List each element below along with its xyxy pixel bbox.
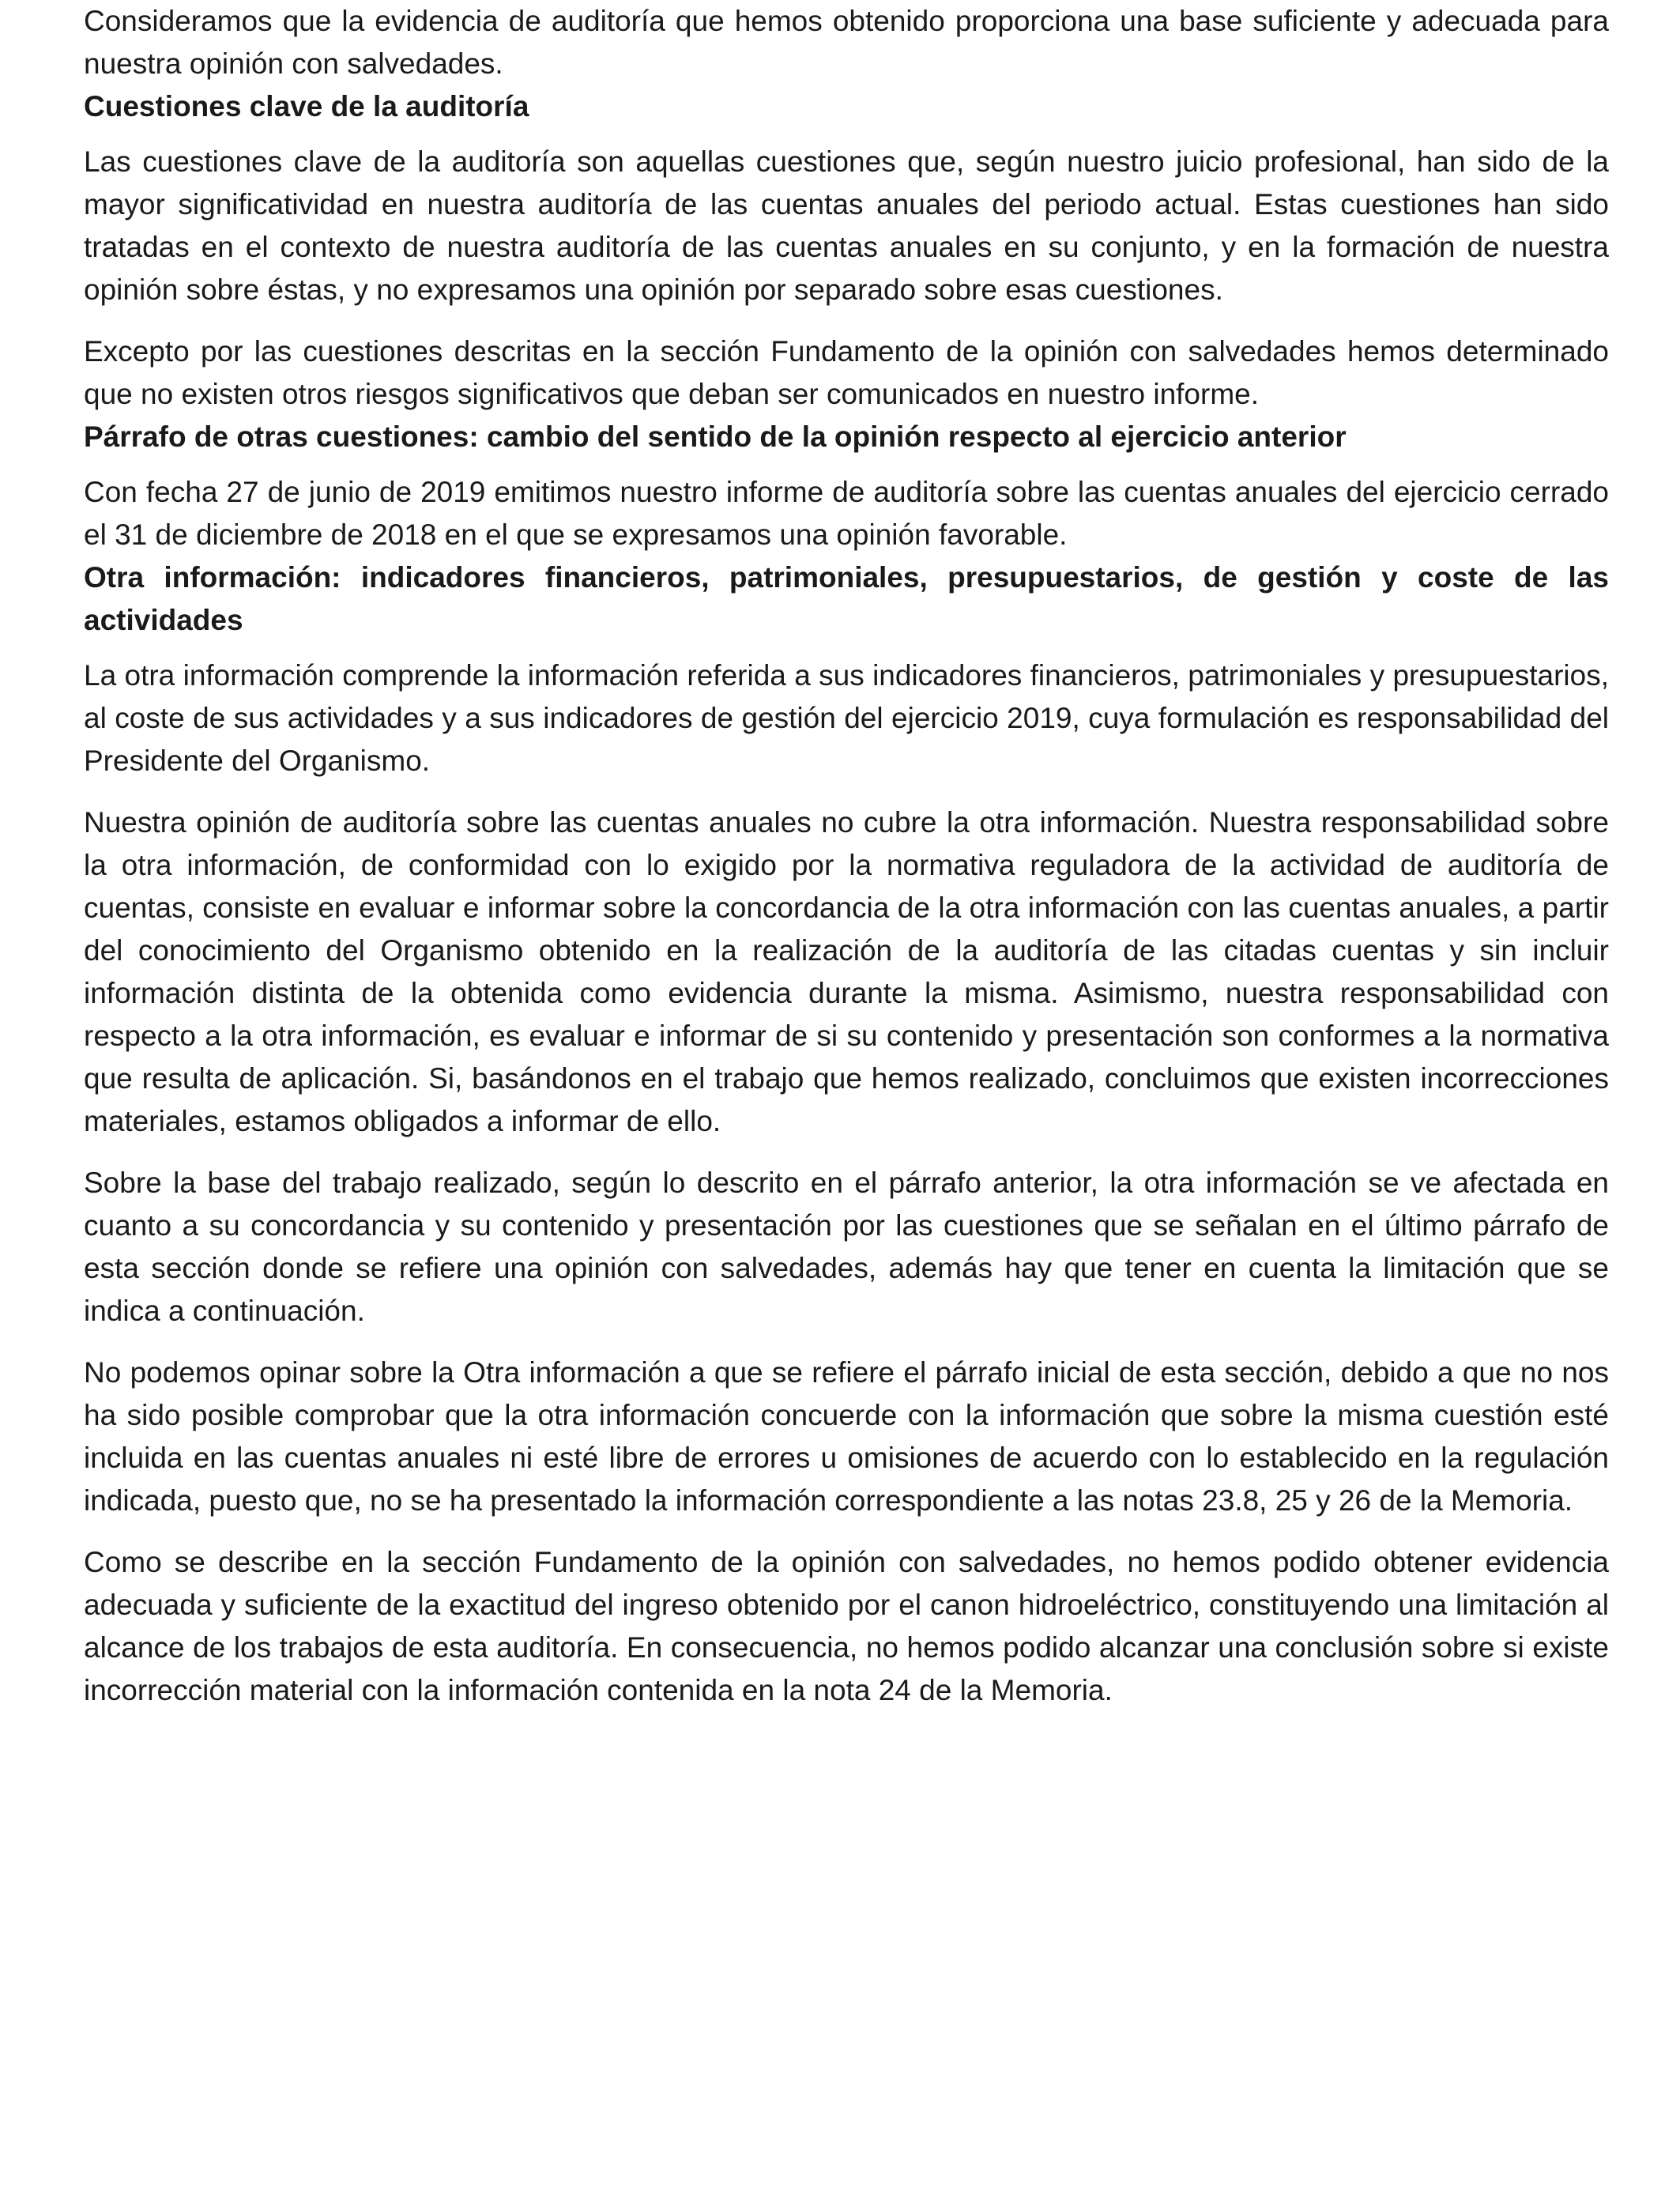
heading-cuestiones-clave: Cuestiones clave de la auditoría (84, 90, 529, 123)
paragraph-excepto: Excepto por las cuestiones descritas en la sección Fundamento de la opinión con salvedades hemos determinado que no existen otros riesgos significativos que deban ser comunicados en nuestro informe. (84, 335, 1609, 410)
paragraph-no-podemos-opinar: No podemos opinar sobre la Otra información a que se refiere el párrafo inicial de esta sección, debido a que no nos ha sido posible comprobar que la otra información concuerde con la información que sobre la misma cuestión esté incluida en las cuentas anuales ni esté libre de errores u omisiones de acuerdo con lo establecido en la regulación indicada, puesto que, no se ha presentado la información correspondiente a las notas 23.8, 25 y 26 de la Memoria. (84, 1356, 1609, 1517)
paragraph-cuestiones-clave: Las cuestiones clave de la auditoría son aquellas cuestiones que, según nuestro juicio profesional, han sido de la mayor significatividad en nuestra auditoría de las cuentas anuales del periodo actual. Estas cuestiones han sido tratadas en el contexto de nuestra auditoría de las cuentas anuales en su conjunto, y en la formación de nuestra opinión sobre éstas, y no expresamos una opinión por separado sobre esas cuestiones. (84, 145, 1609, 306)
paragraph-nuestra-opinion: Nuestra opinión de auditoría sobre las cuentas anuales no cubre la otra información. Nuestra responsabilidad sobre la otra información, de conformidad con lo exigido por la normativa reguladora de la actividad de auditoría de cuentas, consiste en evaluar e informar sobre la concordancia de la otra información con las cuentas anuales, a partir del conocimiento del Organismo obtenido en la realización de la auditoría de las citadas cuentas y sin incluir información distinta de la obtenida como evidencia durante la misma. Asimismo, nuestra responsabilidad con respecto a la otra información, es evaluar e informar de si su contenido y presentación son conformes a la normativa que resulta de aplicación. Si, basándonos en el trabajo que hemos realizado, concluimos que existen incorrecciones materiales, estamos obligados a informar de ello. (84, 806, 1609, 1137)
document-page (84, 0, 1609, 1712)
paragraph-como-se-describe: Como se describe en la sección Fundamento de la opinión con salvedades, no hemos podido obtener evidencia adecuada y suficiente de la exactitud del ingreso obtenido por el canon hidroeléctrico, constituyendo una limitación al alcance de los trabajos de esta auditoría. En consecuencia, no hemos podido alcanzar una conclusión sobre si existe incorrección material con la información contenida en la nota 24 de la Memoria. (84, 1546, 1609, 1706)
paragraph-otra-informacion-comprende: La otra información comprende la información referida a sus indicadores financieros, patrimoniales y presupuestarios, al coste de sus actividades y a sus indicadores de gestión del ejercicio 2019, cuya formulación es responsabilidad del Presidente del Organismo. (84, 659, 1609, 777)
heading-otras-cuestiones: Párrafo de otras cuestiones: cambio del sentido de la opinión respecto al ejercicio anterior (84, 420, 1347, 453)
heading-otra-informacion: Otra información: indicadores financieros, patrimoniales, presupuestarios, de gestión y coste de las actividades (84, 561, 1609, 636)
paragraph-evidencia-suficiente: Consideramos que la evidencia de auditoría que hemos obtenido proporciona una base suficiente y adecuada para nuestra opinión con salvedades. (84, 5, 1609, 80)
paragraph-sobre-la-base: Sobre la base del trabajo realizado, según lo descrito en el párrafo anterior, la otra información se ve afectada en cuanto a su concordancia y su contenido y presentación por las cuestiones que se señalan en el último párrafo de esta sección donde se refiere una opinión con salvedades, además hay que tener en cuenta la limitación que se indica a continuación. (84, 1167, 1609, 1327)
paragraph-con-fecha: Con fecha 27 de junio de 2019 emitimos nuestro informe de auditoría sobre las cuentas anuales del ejercicio cerrado el 31 de diciembre de 2018 en el que se expresamos una opinión favorable. (84, 476, 1609, 551)
